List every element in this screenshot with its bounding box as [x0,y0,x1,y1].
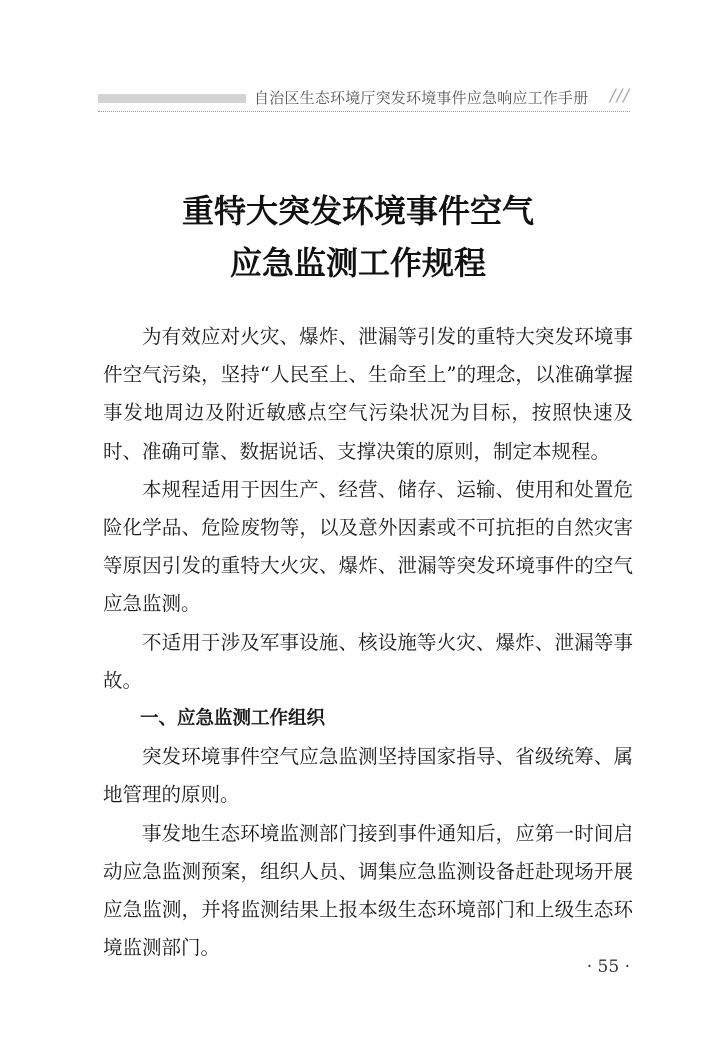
page-number: · 55 · [586,957,630,977]
paragraph-scope: 本规程适用于因生产、经营、储存、运输、使用和处置危险化学品、危险废物等，以及意外因素或不可抗拒的自然灾害等原因引发的重特大火灾、爆炸、泄漏等突发环境事件的空气应急监测。 [103,477,633,616]
title-line-2: 应急监测工作规程 [229,244,486,282]
document-title [0,185,716,289]
paragraph-response: 事发地生态环境监测部门接到事件通知后，应第一时间启动应急监测预案，组织人员、调集应急监测设备赶赴现场开展应急监测，并将监测结果上报本级生态环境部门和上级生态环境监测部门。 [103,821,633,960]
running-header [98,86,630,114]
header-slashes-decoration: /// [609,86,630,106]
body-text [103,318,633,967]
section-heading-organization: 一、应急监测工作组织 [140,708,326,730]
paragraph-purpose: 为有效应对火灾、爆炸、泄漏等引发的重特大突发环境事件空气污染，坚持“人民至上、生命至上”的理念，以准确掌握事发地周边及附近敏感点空气污染状况为目标，按照快速及时、准确可靠、数据说话、支撑决策的原则，制定本规程。 [103,325,633,463]
title-line-1: 重特大突发环境事件空气 [181,192,534,230]
paragraph-exclusion: 不适用于涉及军事设施、核设施等火灾、爆炸、泄漏等事故。 [103,630,633,692]
paragraph-principle: 突发环境事件空气应急监测坚持国家指导、省级统筹、属地管理的原则。 [103,745,633,807]
running-title: 自治区生态环境厅突发环境事件应急响应工作手册 [254,89,589,107]
header-dotted-rule [98,111,630,112]
header-bar-decoration [98,94,246,103]
